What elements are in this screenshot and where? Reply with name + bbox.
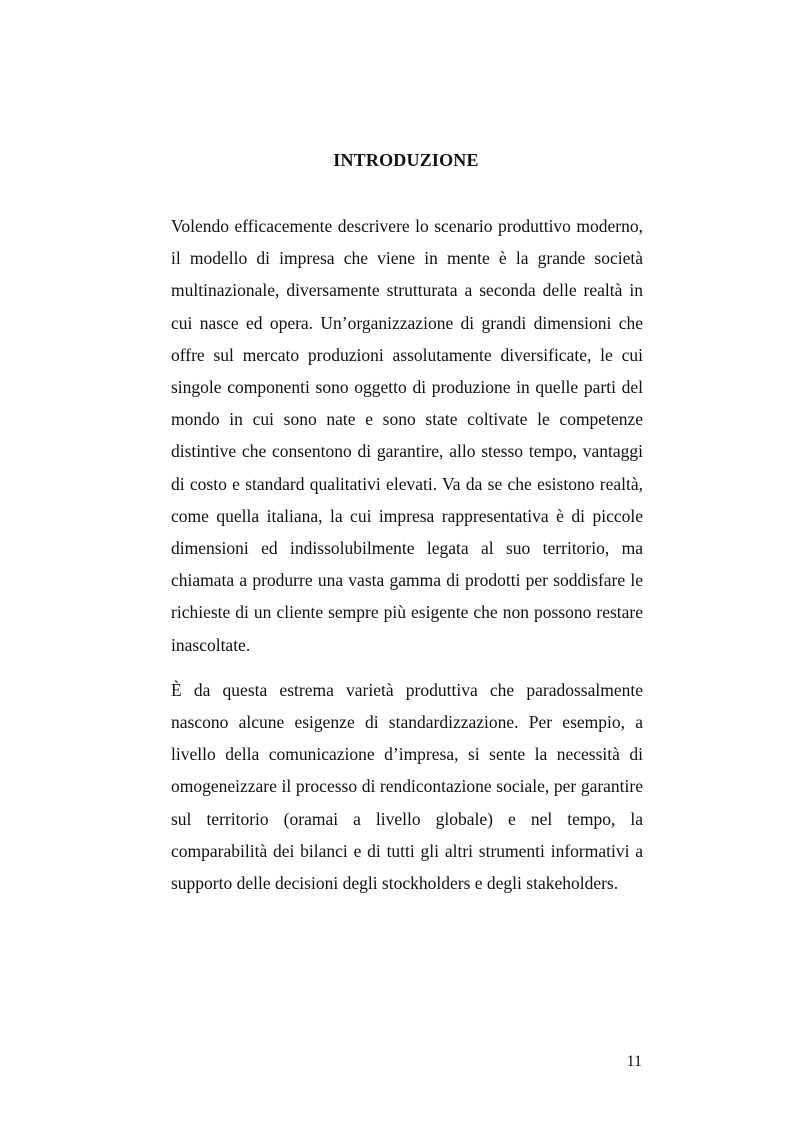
paragraph-1: Volendo efficacemente descrivere lo scenario produttivo moderno, il modello di impresa che viene in mente è la grande società multinazionale, diversamente strutturata a seconda delle realtà in cui nasce ed opera. Un’organizzazione di grandi dimensioni che offre sul mercato produzioni assolutamente diversificate, le cui singole componenti sono oggetto di produzione in quelle parti del mondo in cui sono nate e sono state coltivate le competenze distintive che consentono di garantire, allo stesso tempo, vantaggi di costo e standard qualitativi elevati. Va da se che esistono realtà, come quella italiana, la cui impresa rappresentativa è di piccole dimensioni ed indissolubilmente legata al suo territorio, ma chiamata a produrre una vasta gamma di prodotti per soddisfare le richieste di un cliente sempre più esigente che non possono restare inascoltate. [171, 216, 643, 655]
paragraph-2: È da questa estrema varietà produttiva che paradossalmente nascono alcune esigenze di standardizzazione. Per esempio, a livello della comunicazione d’impresa, si sente la necessità di omogeneizzare il processo di rendicontazione sociale, per garantire sul territorio (oramai a livello globale) e nel tempo, la comparabilità dei bilanci e di tutti gli altri strumenti informativi a supporto delle decisioni degli stockholders e degli stakeholders. [171, 679, 643, 894]
page-number: 11 [626, 1053, 642, 1070]
body-text [171, 210, 643, 899]
page-title: INTRODUZIONE [333, 150, 479, 170]
